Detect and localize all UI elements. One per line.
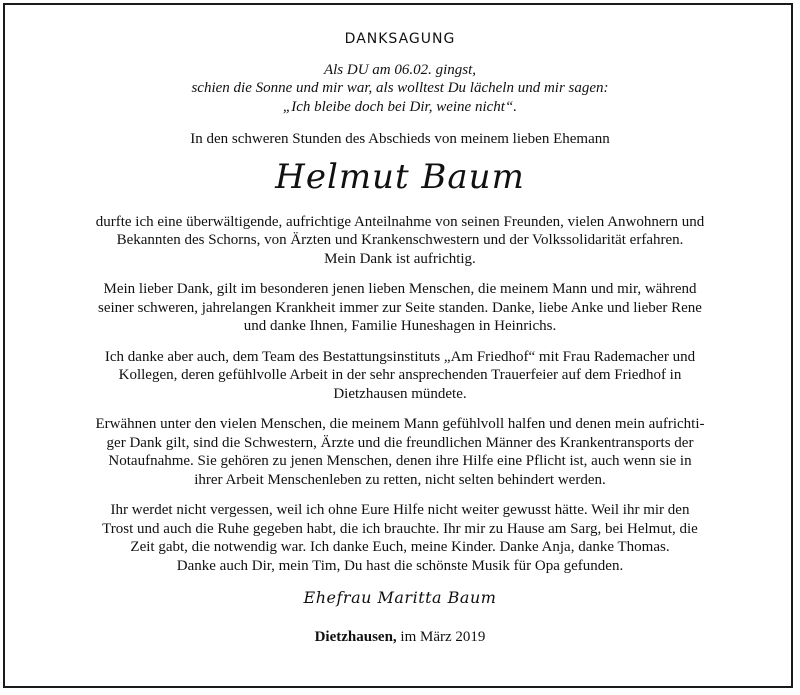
paragraph-line: Ich danke aber auch, dem Team des Bestattungsinstituts „Am Friedhof“ mit Frau Rademacher und xyxy=(104,348,696,365)
paragraph-line: Mein Dank ist aufrichtig. xyxy=(324,250,476,267)
paragraph-line: seiner schweren, jahrelangen Krankheit immer zur Seite standen. Danke, liebe Anke und lieber Rene xyxy=(98,299,702,316)
paragraph-line: Zeit gabt, die notwendig war. Ich danke Euch, meine Kinder. Danke Anja, danke Thomas. xyxy=(130,539,670,555)
paragraph-line: Dietzhausen mündete. xyxy=(333,385,467,402)
place: Dietzhausen, xyxy=(314,628,397,645)
date: im März 2019 xyxy=(400,628,486,645)
paragraph-thanks-children xyxy=(22,501,778,575)
notice-heading: DANKSAGUNG xyxy=(344,31,456,47)
paragraph-line: Trost und auch die Ruhe gegeben habt, die ich brauchte. Ihr mir zu Hause am Sarg, bei Helmut, die xyxy=(102,520,698,537)
paragraph-line: und danke Ihnen, Familie Huneshagen in Heinrichs. xyxy=(243,318,557,334)
place-date xyxy=(22,628,778,647)
paragraph-line: Ihr werdet nicht vergessen, weil ich ohne Eure Hilfe nicht weiter gewusst hätte. Weil ihr mir den xyxy=(110,502,690,518)
paragraph-line: Danke auch Dir, mein Tim, Du hast die schönste Musik für Opa gefunden. xyxy=(176,557,624,574)
deceased-name: Helmut Baum xyxy=(275,156,525,197)
paragraph-line: Kollegen, deren gefühlvolle Arbeit in der sehr ansprechenden Trauerfeier auf dem Friedhof in xyxy=(118,367,682,383)
poem-line: schien die Sonne und mir war, als wolltest Du lächeln und mir sagen: xyxy=(191,80,609,96)
poem-line: Als DU am 06.02. gingst, xyxy=(323,61,477,78)
paragraph-line: Erwähnen unter den vielen Menschen, die meinem Mann gefühlvoll halfen und denen mein aufrichti- xyxy=(95,416,705,432)
paragraph-line: durfte ich eine überwältigende, aufrichtige Anteilnahme von seinen Freunden, vielen Anwohnern und xyxy=(95,213,705,230)
paragraph-line: ger Dank gilt, sind die Schwestern, Ärzte und die freundlichen Männer des Krankentransports der xyxy=(106,434,694,451)
poem xyxy=(22,61,778,117)
intro-text: In den schweren Stunden des Abschieds von meinem lieben Ehemann xyxy=(190,131,610,147)
paragraph-thanks-funeral-home xyxy=(22,348,778,404)
paragraph-line: Bekannten des Schorns, von Ärzten und Krankenschwestern und der Volkssolidarität erfahren. xyxy=(116,232,684,248)
poem-line: „Ich bleibe doch bei Dir, weine nicht“. xyxy=(282,98,518,115)
paragraph-line: Notaufnahme. Sie gehören zu jenen Menschen, denen ihre Hilfe eine Pflicht ist, auch wenn sie in xyxy=(108,453,692,469)
paragraph-line: Mein lieber Dank, gilt im besonderen jenen lieben Menschen, die meinem Mann und mir, während xyxy=(103,281,697,297)
paragraph-thanks-family xyxy=(22,280,778,336)
paragraph-thanks-friends xyxy=(22,213,778,269)
paragraph-thanks-medical xyxy=(22,415,778,489)
paragraph-line: ihrer Arbeit Menschenleben zu retten, nicht selten behindert werden. xyxy=(194,471,606,488)
signature: Ehefrau Maritta Baum xyxy=(303,588,497,607)
obituary-notice xyxy=(22,30,778,646)
